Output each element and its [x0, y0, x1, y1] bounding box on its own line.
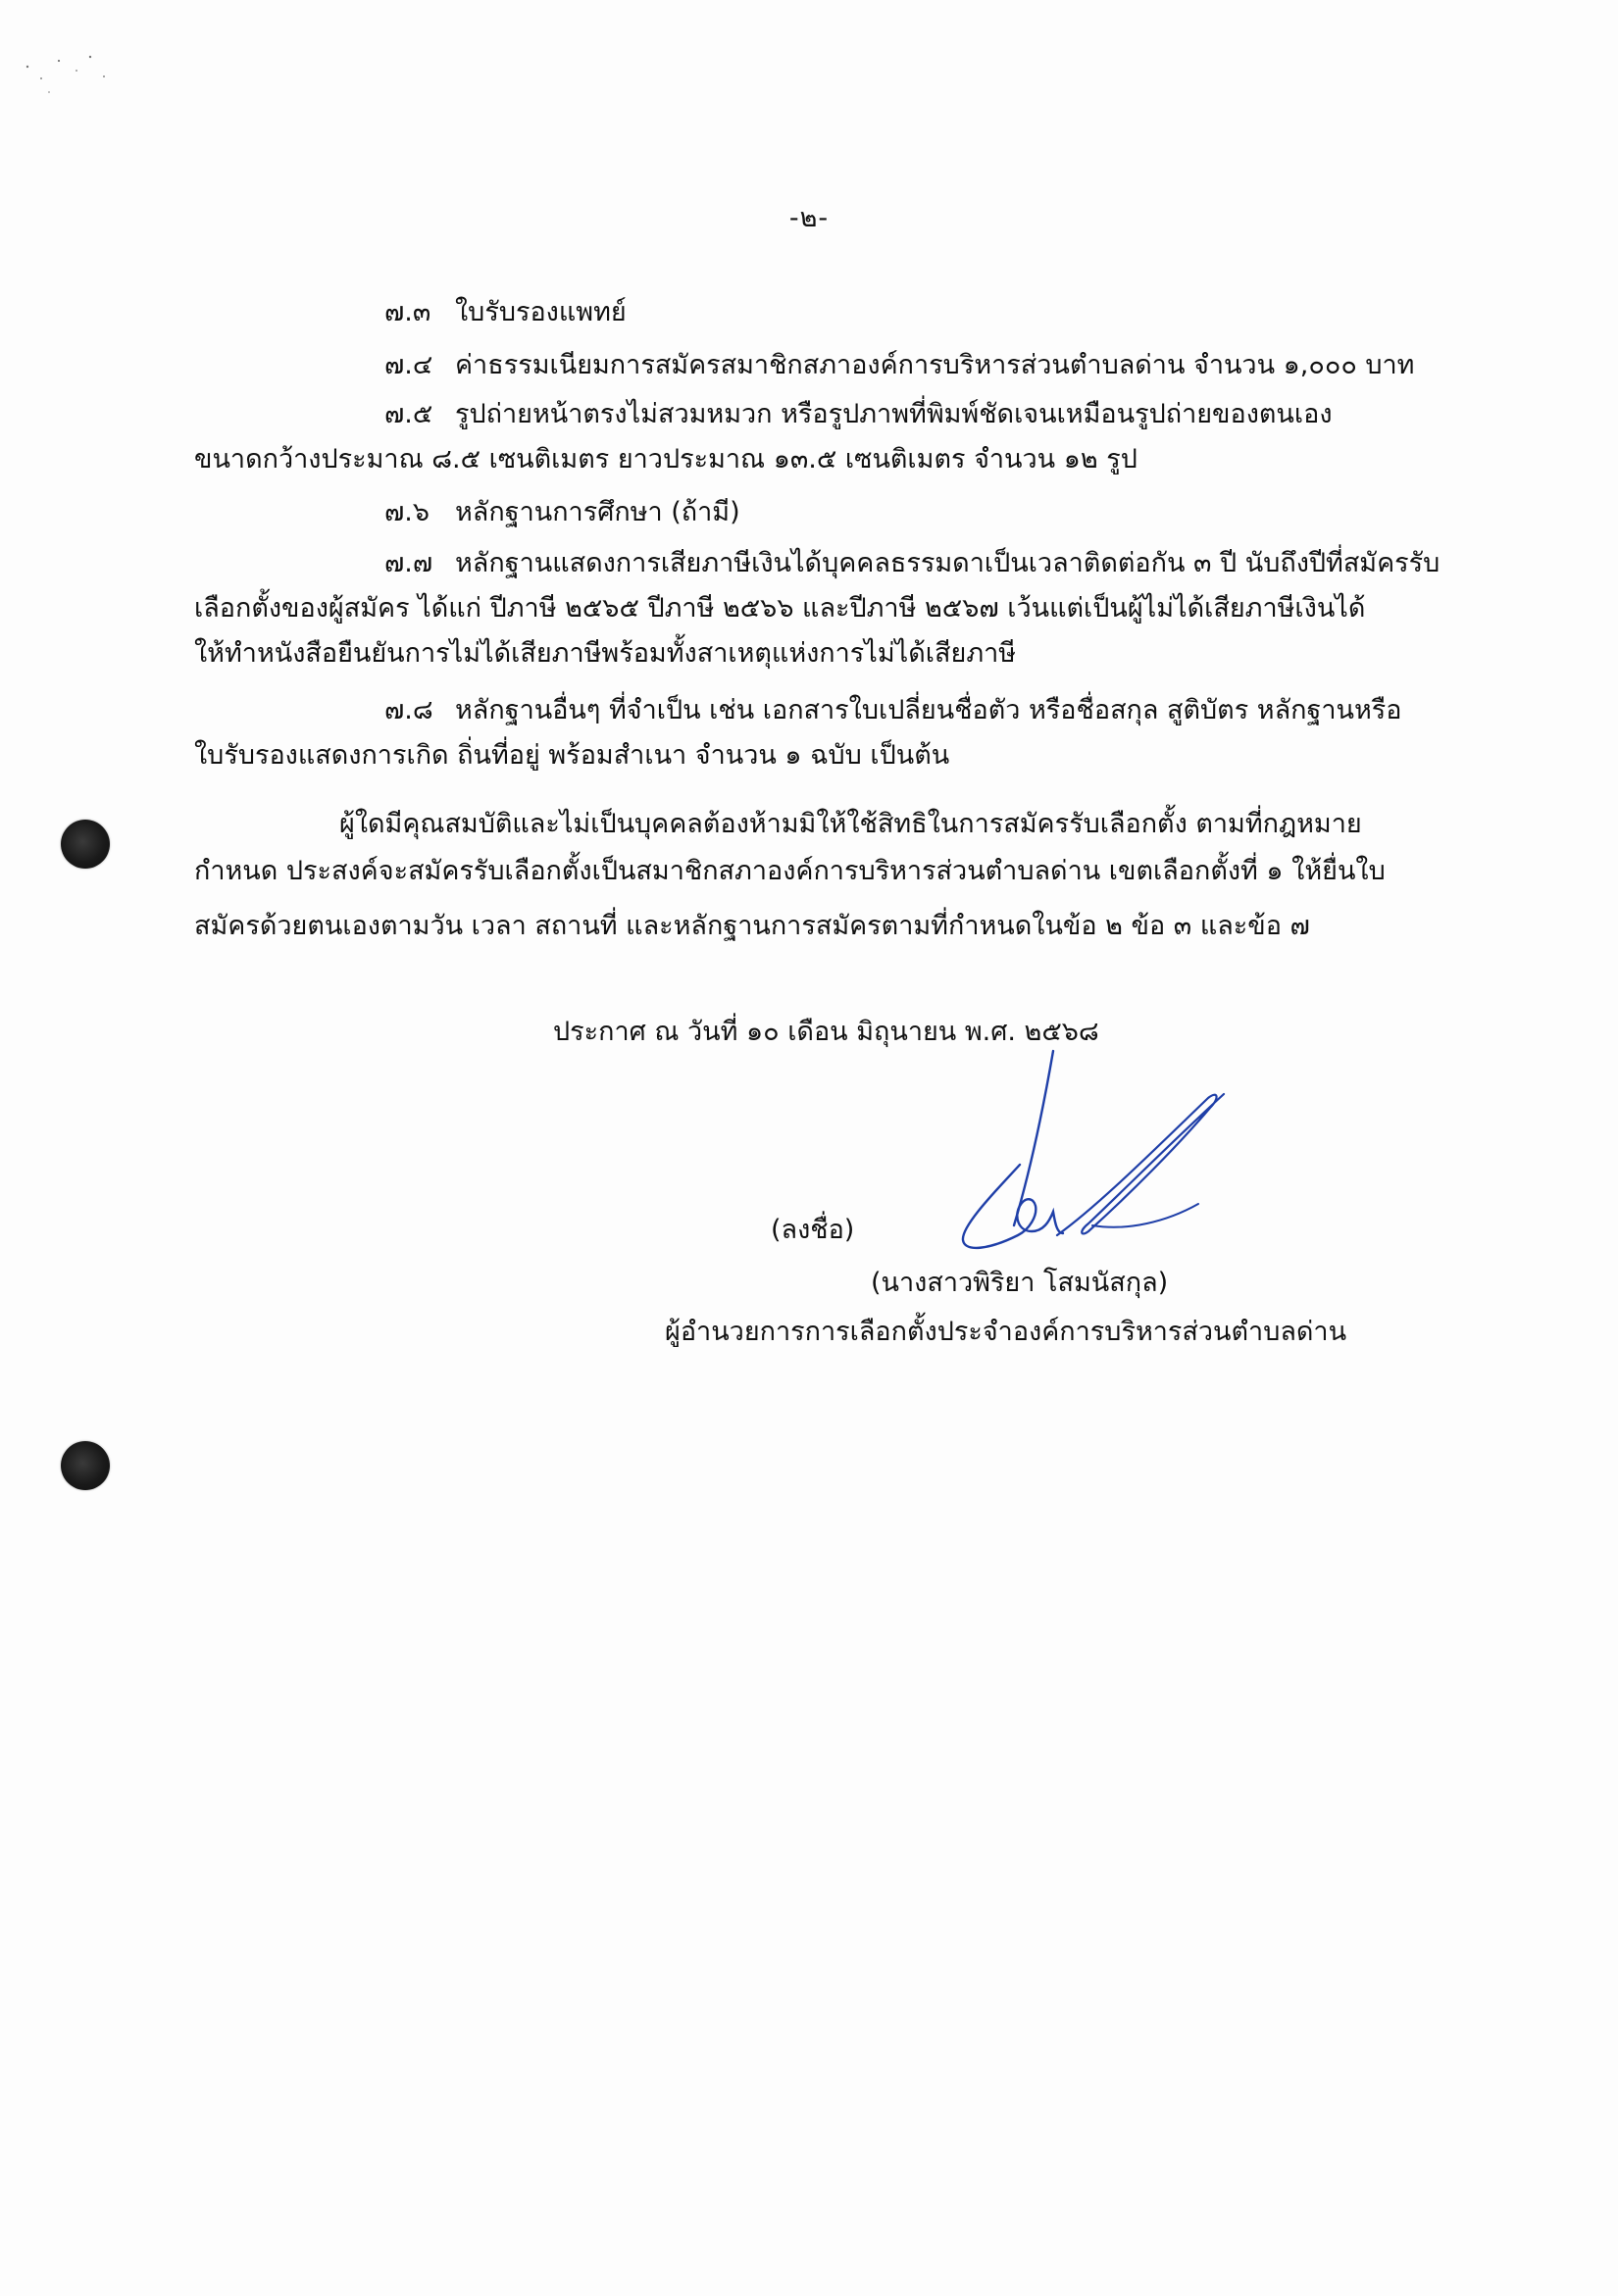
item-number: ๗.๖ — [384, 497, 430, 527]
punch-hole-bottom — [61, 1441, 110, 1490]
item-7-7-continuation-2: ให้ทำหนังสือยืนยันการไม่ได้เสียภาษีพร้อมทั้งสาเหตุแห่งการไม่ได้เสียภาษี — [194, 638, 1017, 669]
item-text: หลักฐานแสดงการเสียภาษีเงินได้บุคคลธรรมดาเป็นเวลาติดต่อกัน ๓ ปี นับถึงปีที่สมัครรับ — [455, 548, 1441, 578]
item-number: ๗.๔ — [384, 350, 433, 380]
page-number: -๒- — [788, 203, 830, 233]
item-number: ๗.๗ — [384, 548, 433, 578]
paragraph-line-2: กำหนด ประสงค์จะสมัครรับเลือกตั้งเป็นสมาชิกสภาองค์การบริหารส่วนตำบลด่าน เขตเลือกตั้งที่ ๑ ให้ยื่นใบ — [194, 856, 1386, 886]
item-text: ใบรับรองแพทย์ — [455, 297, 627, 327]
item-7-7-continuation-1: เลือกตั้งของผู้สมัคร ได้แก่ ปีภาษี ๒๕๖๕ ปีภาษี ๒๕๖๖ และปีภาษี ๒๕๖๗ เว้นแต่เป็นผู้ไม่ได้เสียภาษีเงินได้ — [194, 593, 1366, 624]
signer-name: (นางสาวพิริยา โสมนัสกุล) — [871, 1268, 1169, 1298]
list-item-7-8 — [194, 688, 1464, 733]
item-7-8-continuation: ใบรับรองแสดงการเกิด ถิ่นที่อยู่ พร้อมสำเนา จำนวน ๑ ฉบับ เป็นต้น — [194, 740, 950, 771]
signature-label: (ลงชื่อ) — [771, 1215, 855, 1245]
item-text: รูปถ่ายหน้าตรงไม่สวมหมวก หรือรูปภาพที่พิมพ์ชัดเจนเหมือนรูปถ่ายของตนเอง — [455, 399, 1333, 429]
item-number: ๗.๓ — [384, 297, 431, 327]
item-7-5-continuation: ขนาดกว้างประมาณ ๘.๕ เซนติเมตร ยาวประมาณ ๑๓.๕ เซนติเมตร จำนวน ๑๒ รูป — [194, 444, 1138, 474]
list-item-7-4 — [194, 343, 1464, 388]
scan-specks — [20, 47, 127, 106]
signer-position: ผู้อำนวยการการเลือกตั้งประจำองค์การบริหารส่วนตำบลด่าน — [665, 1317, 1347, 1347]
paragraph-line-3: สมัครด้วยตนเองตามวัน เวลา สถานที่ และหลักฐานการสมัครตามที่กำหนดในข้อ ๒ ข้อ ๓ และข้อ ๗ — [194, 911, 1310, 941]
paragraph-line-1: ผู้ใดมีคุณสมบัติและไม่เป็นบุคคลต้องห้ามมิให้ใช้สิทธิในการสมัครรับเลือกตั้ง ตามที่กฎหมาย — [339, 809, 1362, 839]
list-item-7-6 — [194, 490, 1464, 535]
list-item-7-5 — [194, 392, 1464, 437]
list-item-7-7 — [194, 541, 1464, 586]
punch-hole-top — [61, 820, 110, 869]
item-number: ๗.๕ — [384, 399, 433, 429]
item-text: หลักฐานการศึกษา (ถ้ามี) — [455, 497, 740, 527]
list-item-7-3 — [194, 290, 1464, 335]
item-text: ค่าธรรมเนียมการสมัครสมาชิกสภาองค์การบริหารส่วนตำบลด่าน จำนวน ๑,๐๐๐ บาท — [455, 350, 1415, 380]
announcement-date: ประกาศ ณ วันที่ ๑๐ เดือน มิถุนายน พ.ศ. ๒๕๖๘ — [553, 1017, 1099, 1047]
item-number: ๗.๘ — [384, 695, 433, 725]
item-text: หลักฐานอื่นๆ ที่จำเป็น เช่น เอกสารใบเปลี่ยนชื่อตัว หรือชื่อสกุล สูติบัตร หลักฐานหรือ — [455, 695, 1402, 725]
handwritten-signature — [941, 1039, 1236, 1265]
